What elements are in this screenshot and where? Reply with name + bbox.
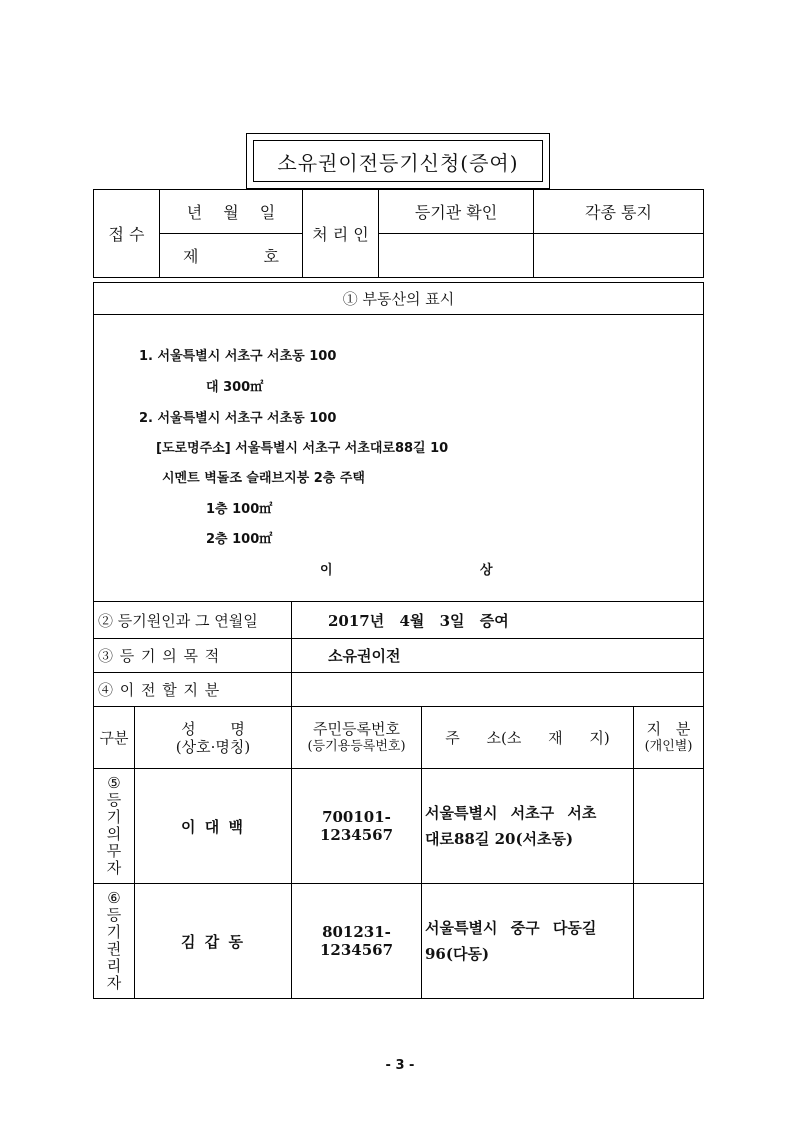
purpose-label: ③ 등 기 의 목 적 — [94, 639, 292, 673]
obligee-address-line1: 서울특별시 중구 다동길 — [425, 919, 597, 937]
header-address: 주 소(소 재 지) — [422, 707, 634, 769]
obligor-address-line1: 서울특별시 서초구 서초 — [425, 804, 597, 822]
purpose-value: 소유권이전 — [292, 639, 704, 673]
registrar-check-label: 등기관 확인 — [379, 190, 534, 234]
obligee-label-char: 기 — [106, 923, 122, 941]
header-share-line2: (개인별) — [644, 738, 693, 754]
property-description — [94, 315, 704, 602]
obligee-label-char: 자 — [106, 974, 122, 992]
share-label: ④ 이 전 할 지 분 — [94, 673, 292, 707]
obligee-address-line2: 96(다동) — [425, 945, 490, 963]
cause-value: 2017년 4월 3일 증여 — [292, 602, 704, 639]
property-header: ① 부동산의 표시 — [94, 283, 704, 315]
title-box — [246, 133, 550, 189]
obligor-address-line2: 대로88길 20(서초동) — [425, 830, 574, 848]
obligor-address — [422, 769, 634, 884]
notifications-cell — [534, 234, 704, 278]
registrar-check-cell — [379, 234, 534, 278]
property-line: [도로명주소] 서울특별시 서초구 서초대로88길 10 — [156, 441, 449, 456]
obligor-label-char: 의 — [106, 825, 122, 843]
header-share-line1: 지 분 — [646, 719, 691, 738]
header-name-line1: 성 명 — [181, 719, 245, 738]
notifications-label: 각종 통지 — [534, 190, 704, 234]
property-line: 2층 100㎡ — [206, 532, 273, 547]
obligor-label-char: 무 — [106, 842, 122, 860]
obligee-label — [94, 884, 135, 999]
property-line: 1. 서울특별시 서초구 서초동 100 — [139, 349, 337, 364]
obligor-name: 이 대 백 — [135, 769, 292, 884]
obligee-label-char: 등 — [106, 906, 122, 924]
obligor-id: 700101-1234567 — [292, 769, 422, 884]
property-end-left: 이 — [320, 563, 333, 578]
page-number: - 3 - — [385, 1058, 415, 1073]
processor-label: 처 리 인 — [303, 190, 379, 278]
obligor-label — [94, 769, 135, 884]
obligee-address — [422, 884, 634, 999]
header-id-line2: (등기용등록번호) — [307, 738, 406, 754]
property-line: 2. 서울특별시 서초구 서초동 100 — [139, 411, 337, 426]
property-line: 대 300㎡ — [206, 380, 264, 395]
application-table — [93, 282, 704, 999]
reception-table — [93, 189, 704, 278]
reception-label: 접 수 — [94, 190, 160, 278]
obligee-name: 김 갑 동 — [135, 884, 292, 999]
obligor-label-char: ⑤ — [107, 774, 121, 792]
document-title: 소유권이전등기신청(증여) — [253, 140, 543, 182]
obligee-label-char: ⑥ — [107, 889, 121, 907]
header-id — [292, 707, 422, 769]
share-value — [292, 673, 704, 707]
obligor-share — [634, 769, 704, 884]
obligee-id: 801231-1234567 — [292, 884, 422, 999]
obligor-label-char: 등 — [106, 791, 122, 809]
obligor-label-char: 자 — [106, 859, 122, 877]
header-category: 구분 — [94, 707, 135, 769]
reception-number-label: 제 호 — [160, 234, 303, 278]
obligee-label-char: 리 — [106, 957, 122, 975]
header-name — [135, 707, 292, 769]
cause-label: ② 등기원인과 그 연월일 — [94, 602, 292, 639]
property-end-right: 상 — [480, 563, 493, 578]
header-share — [634, 707, 704, 769]
obligor-label-char: 기 — [106, 808, 122, 826]
property-line: 1층 100㎡ — [206, 502, 273, 517]
header-name-line2: (상호·명칭) — [175, 737, 251, 756]
obligee-share — [634, 884, 704, 999]
obligee-label-char: 권 — [106, 940, 122, 958]
reception-date-label: 년 월 일 — [160, 190, 303, 234]
property-line: 시멘트 벽돌조 슬래브지붕 2층 주택 — [162, 471, 365, 486]
header-id-line1: 주민등록번호 — [313, 719, 400, 738]
